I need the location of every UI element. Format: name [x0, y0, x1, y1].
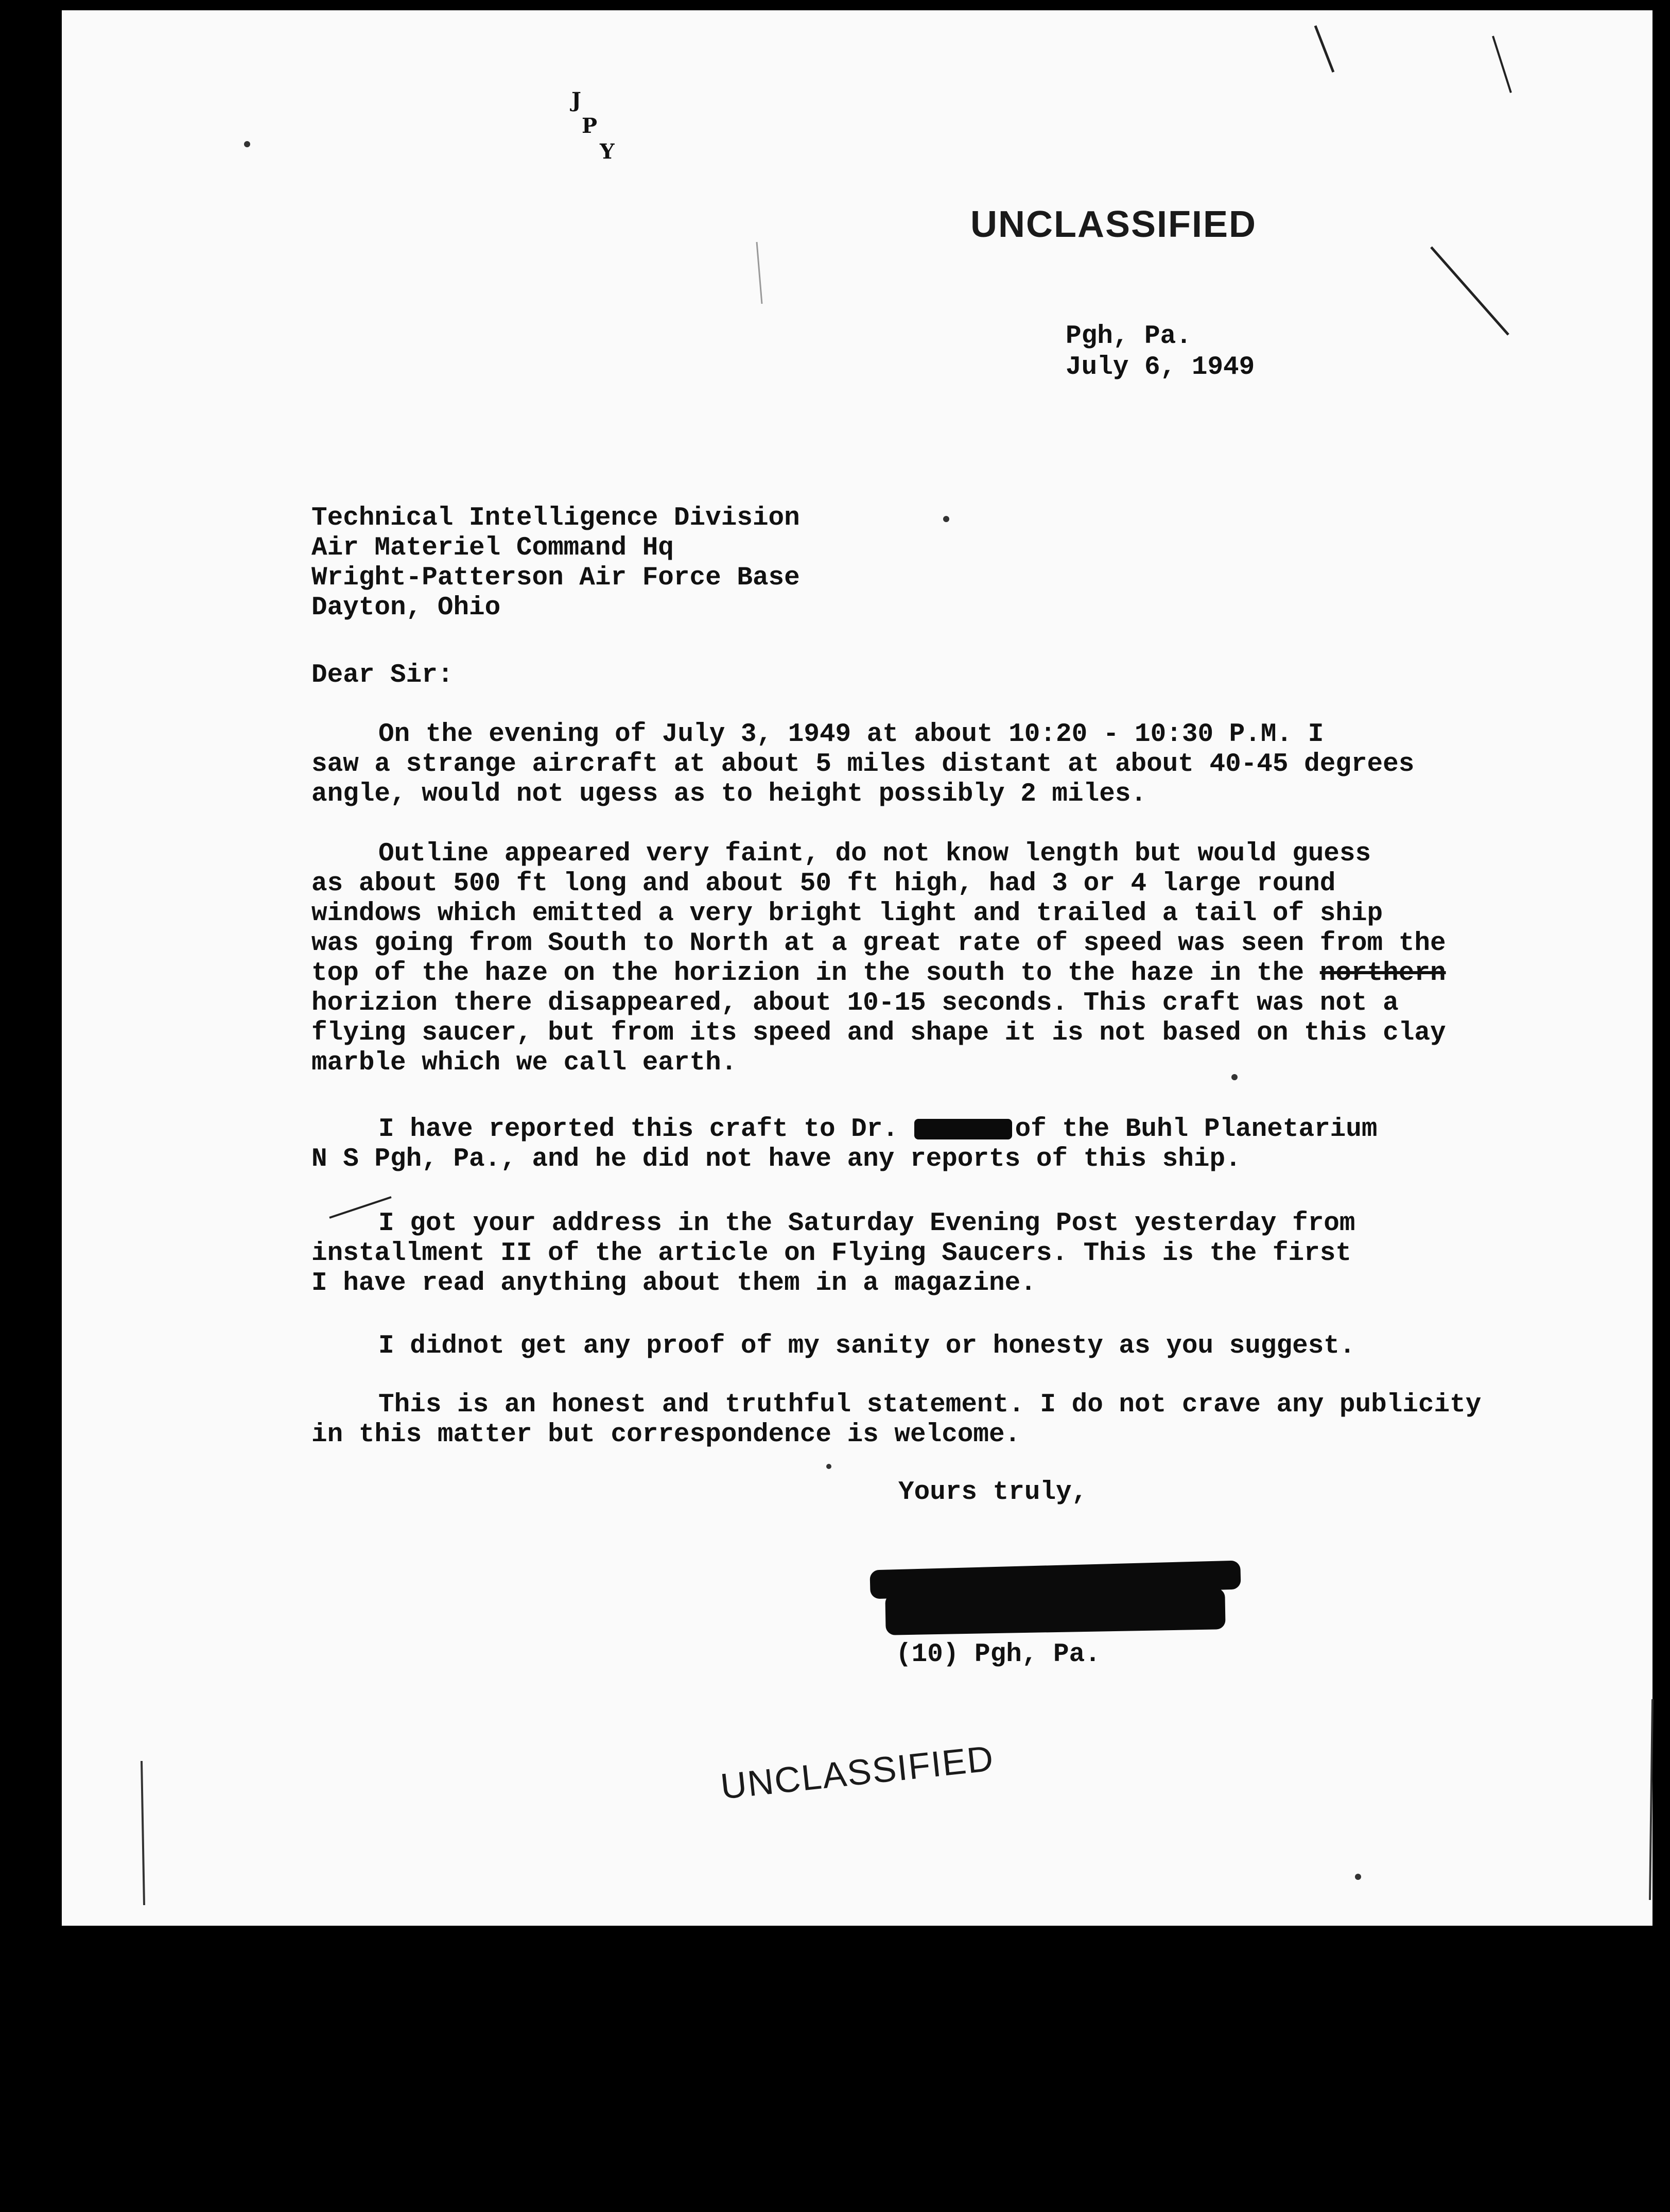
redacted-name-line [885, 1588, 1225, 1635]
text-line: This is an honest and truthful statement. I do not crave any publicity [378, 1390, 1482, 1420]
text-line: Outline appeared very faint, do not know length but would guess [378, 839, 1371, 869]
paragraph-description [311, 839, 1446, 1078]
text-line [311, 959, 1446, 989]
paragraph-statement [311, 1390, 1481, 1450]
salutation: Dear Sir: [311, 661, 454, 690]
text-line: marble which we call earth. [311, 1048, 737, 1078]
signature-address: (10) Pgh, Pa. [896, 1640, 1101, 1669]
text-line: saw a strange aircraft at about 5 miles distant at about 40-45 degrees [311, 750, 1415, 779]
address-line: Dayton, Ohio [311, 593, 501, 623]
redacted-name [914, 1119, 1012, 1139]
text-line: windows which emitted a very bright light and trailed a tail of ship [311, 899, 1383, 928]
corner-mark-y: Y [600, 140, 615, 164]
text-segment: of the Buhl Planetarium [1015, 1115, 1378, 1144]
text-line: N S Pgh, Pa., and he did not have any reports of this ship. [311, 1145, 1241, 1174]
corner-initials [571, 88, 615, 165]
address-line: Technical Intelligence Division [311, 504, 800, 533]
address-line: Wright-Patterson Air Force Base [311, 563, 800, 593]
letter-place: Pgh, Pa. [1066, 322, 1192, 351]
text-line: was going from South to North at a great rate of speed was seen from the [311, 929, 1446, 958]
closing: Yours truly, [898, 1478, 1088, 1507]
paragraph-planetarium [311, 1115, 1378, 1174]
corner-mark-j: J [571, 88, 581, 112]
struck-word: northern [1319, 959, 1446, 988]
text-line [311, 1115, 1378, 1145]
text-line: in this matter but correspondence is welcome. [311, 1420, 1021, 1449]
corner-mark-p: P [582, 114, 598, 138]
text-line: I have read anything about them in a magazine. [311, 1269, 1036, 1298]
text-line: I got your address in the Saturday Evening Post yesterday from [378, 1209, 1355, 1238]
text-line: horizion there disappeared, about 10-15 seconds. This craft was not a [311, 989, 1399, 1018]
letter-date: July 6, 1949 [1066, 353, 1255, 382]
inside-address [311, 504, 800, 623]
text-segment: I have reported this craft to Dr. [378, 1115, 914, 1144]
paragraph-sanity [311, 1332, 1355, 1361]
paragraph-sighting-time [311, 720, 1414, 809]
address-line: Air Materiel Command Hq [311, 533, 674, 563]
text-line: I didnot get any proof of my sanity or honesty as you suggest. [378, 1332, 1355, 1361]
text-line: On the evening of July 3, 1949 at about 10:20 - 10:30 P.M. I [378, 720, 1324, 749]
unclassified-stamp-bottom: UNCLASSIFIED [718, 1738, 996, 1807]
text-line: as about 500 ft long and about 50 ft high, had 3 or 4 large round [311, 869, 1336, 898]
paragraph-address-source [311, 1209, 1355, 1299]
text-line: flying saucer, but from its speed and shape it is not based on this clay [311, 1018, 1446, 1048]
text-segment: top of the haze on the horizion in the south to the haze in the [311, 959, 1320, 988]
unclassified-stamp-top: UNCLASSIFIED [970, 204, 1257, 245]
text-line: angle, would not ugess as to height possibly 2 miles. [311, 780, 1147, 809]
text-line: installment II of the article on Flying Saucers. This is the first [311, 1239, 1351, 1268]
